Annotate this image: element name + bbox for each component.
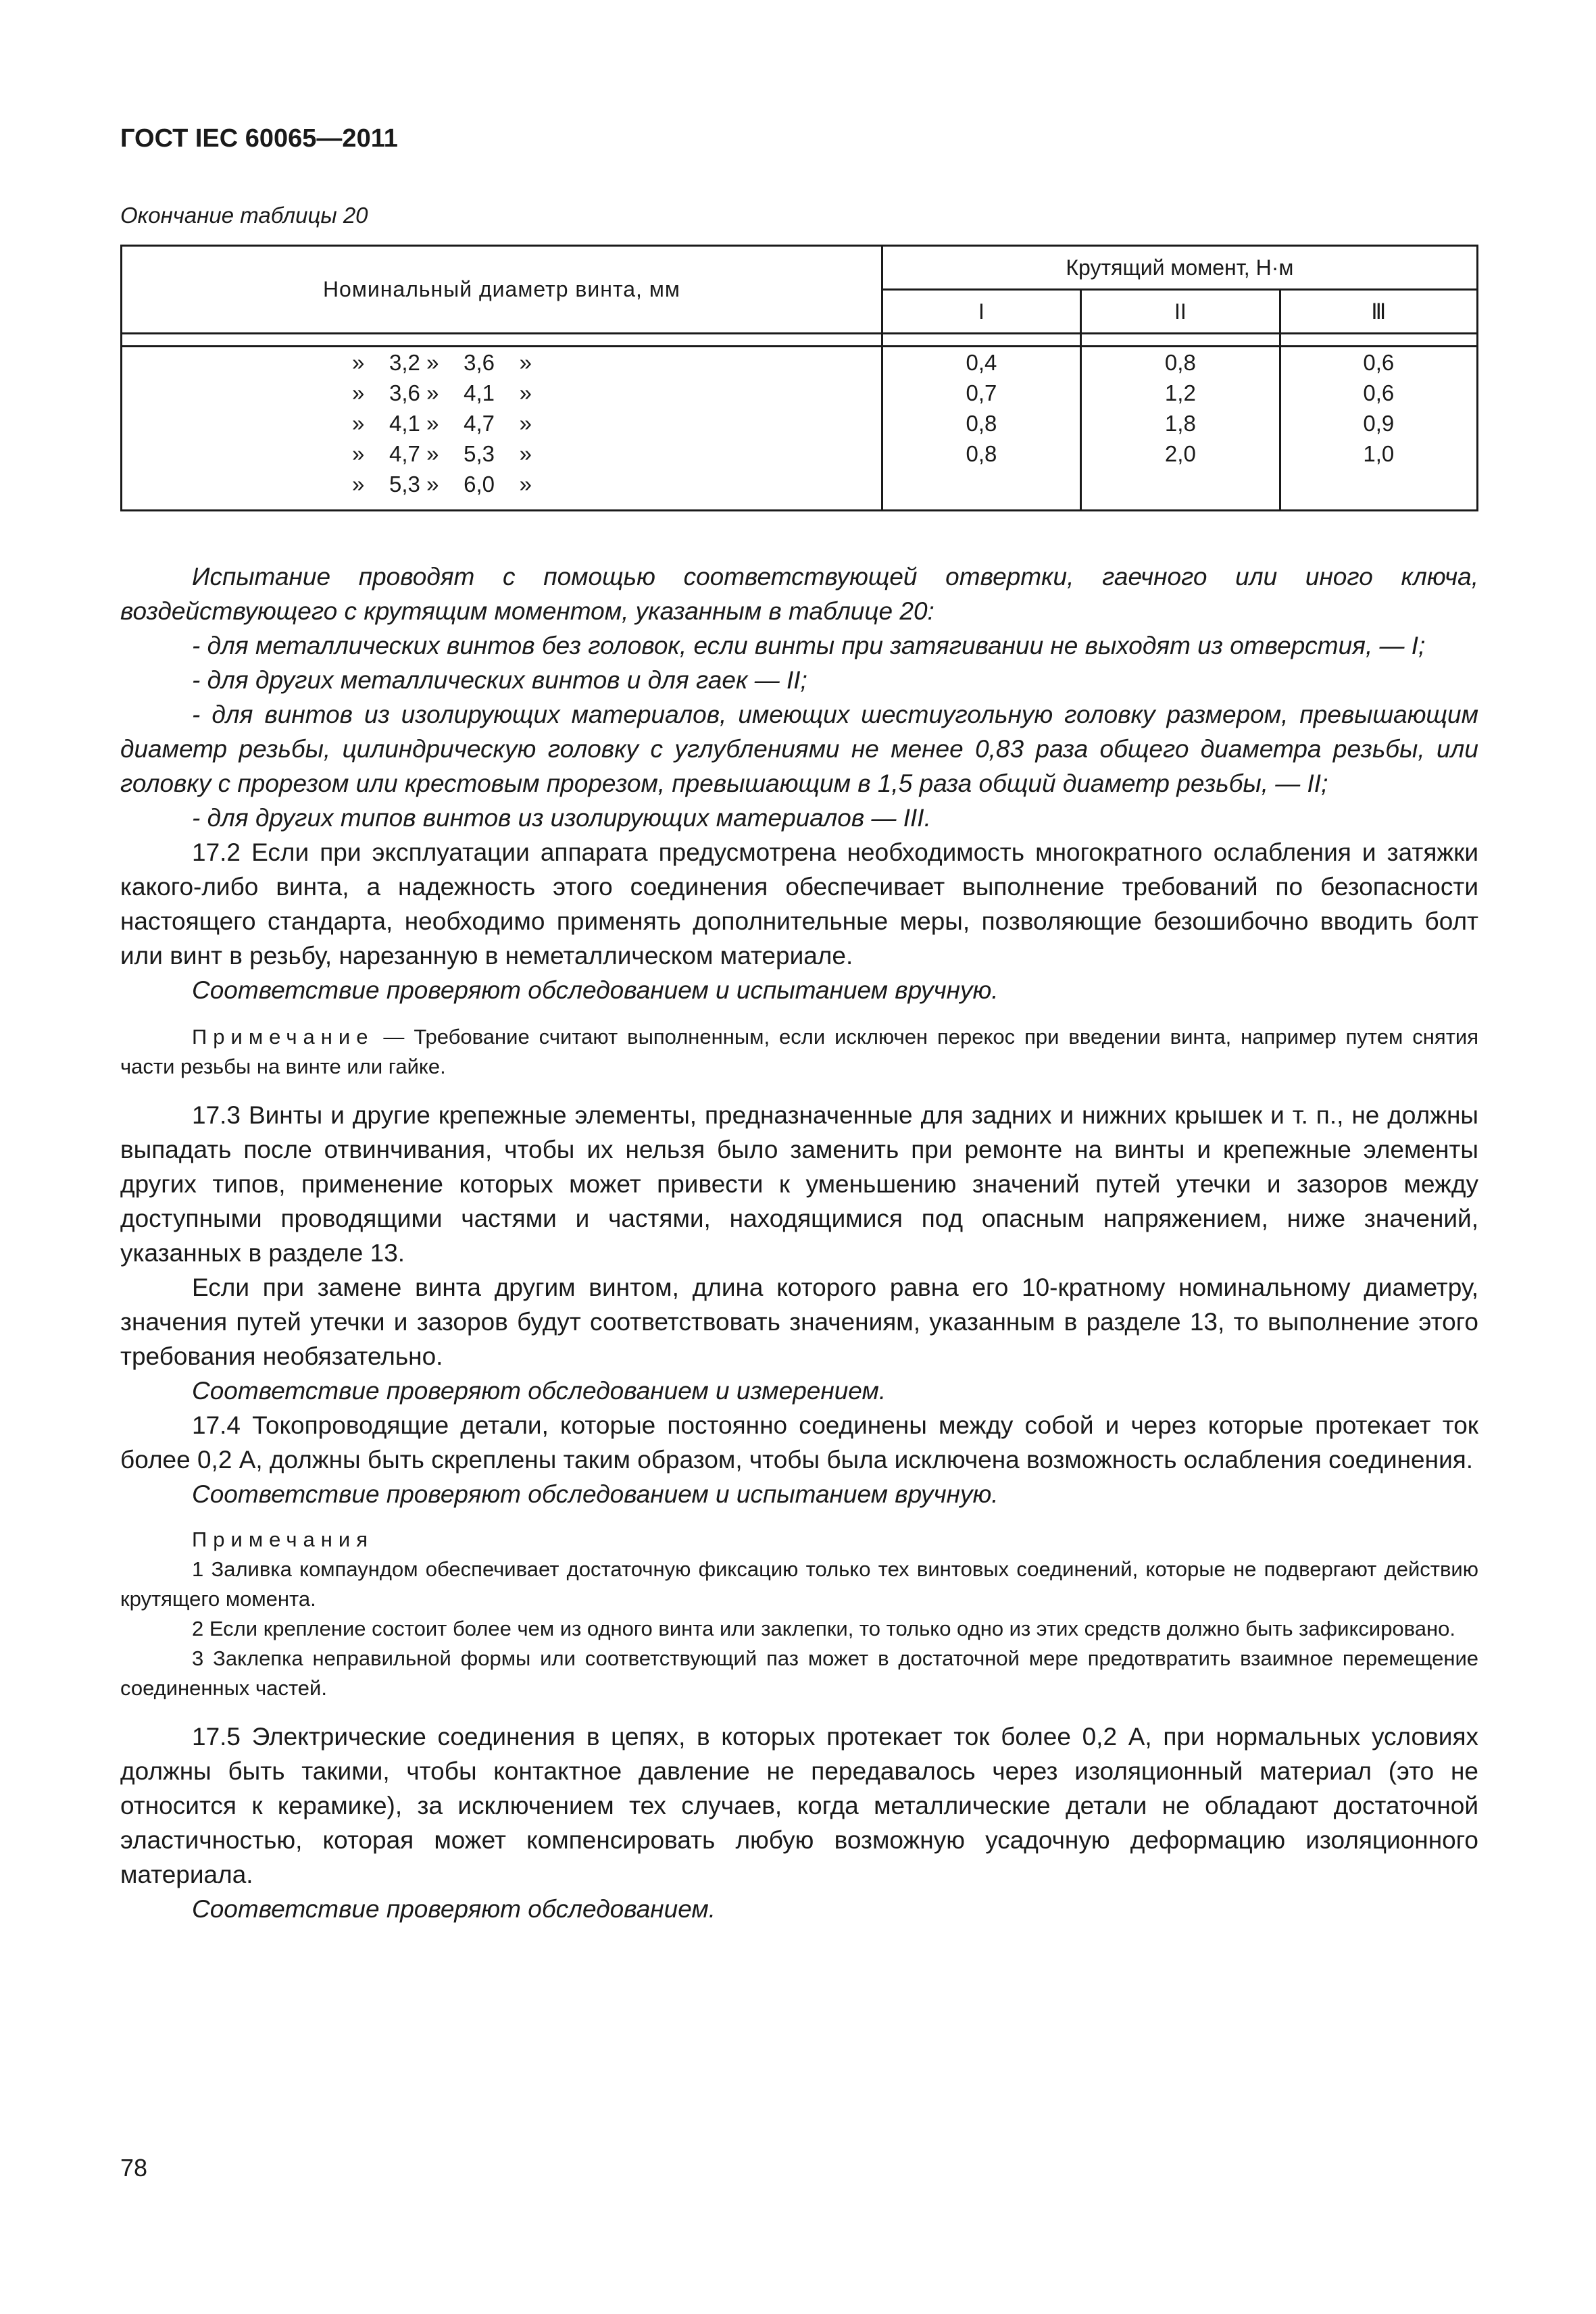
paragraph-17-4: 17.4 Токопроводящие детали, которые постоянно соединены между собой и через которые протекает ток более 0,2 А, должны быть скреплены таким образом, чтобы была исключена возможность ослабления соединения.	[120, 1411, 1478, 1474]
table-cell: 1,2	[1164, 380, 1196, 405]
body-text	[120, 559, 1478, 1926]
note-label: Примечание	[192, 1025, 374, 1049]
paragraph: Соответствие проверяют обследованием и испытанием вручную.	[192, 1480, 999, 1508]
table-row-diameter: » 4,1 » 4,7 »	[352, 411, 532, 436]
header-col-II: II	[1081, 290, 1280, 334]
table-row-diameter: » 4,7 » 5,3 »	[352, 441, 532, 466]
table-cell: 0,7	[966, 380, 997, 405]
header-col-I: I	[882, 290, 1080, 334]
table-row-diameter: » 3,6 » 4,1 »	[352, 380, 532, 405]
torque-III-column	[1280, 347, 1477, 511]
table-cell: 0,9	[1363, 411, 1395, 436]
notes-label: Примечания	[192, 1528, 374, 1551]
paragraph: Если при замене винта другим винтом, длина которого равна его 10-кратному номинальному диаметру, значения путей утечки и зазоров будут соответствовать значениям, указанным в разделе 13, то выполнение этого требования необязательно.	[120, 1274, 1478, 1370]
paragraph: - для других типов винтов из изолирующих материалов — III.	[192, 804, 931, 832]
table-cell: 0,8	[1164, 350, 1196, 375]
table-row-diameter: » 5,3 » 6,0 »	[352, 472, 532, 497]
note-text: — Требование считают выполненным, если исключен перекос при введении винта, например путем снятия части резьбы на винте или гайке.	[120, 1025, 1478, 1078]
paragraph-17-2: 17.2 Если при эксплуатации аппарата предусмотрена необходимость многократного ослабления и затяжки какого-либо винта, а надежность этого соединения обеспечивает выполнение требований по безопасности настоящего стандарта, необходимо применять дополнительные меры, позволяющие безошибочно вводить болт или винт в резьбу, нарезанную в неметаллическом материале.	[120, 838, 1478, 970]
note-block	[120, 1022, 1478, 1082]
table-cell: 0,6	[1363, 380, 1395, 405]
table-cell: 1,0	[1363, 441, 1395, 466]
table-cell: 1,8	[1164, 411, 1196, 436]
paragraph: Соответствие проверяют обследованием и испытанием вручную.	[192, 976, 999, 1004]
paragraph: - для других металлических винтов и для гаек — II;	[192, 666, 807, 694]
paragraph-17-5: 17.5 Электрические соединения в цепях, в которых протекает ток более 0,2 А, при нормальных условиях должны быть такими, чтобы контактное давление не передавалось через изоляционный материал (это не относится к керамике), за исключением тех случаев, когда металлические детали не обладают достаточной эластичностью, которая может компенсировать любую возможную усадочную деформацию изоляционного материала.	[120, 1723, 1478, 1888]
table-caption: Окончание таблицы 20	[120, 203, 368, 228]
diameter-column	[122, 347, 882, 511]
note-item: 3 Заклепка неправильной формы или соответствующий паз может в достаточной мере предотвратить взаимное перемещение соединенных частей.	[120, 1646, 1478, 1700]
torque-II-column	[1081, 347, 1280, 511]
table-row-diameter: » 3,2 » 3,6 »	[352, 350, 532, 375]
paragraph: Соответствие проверяют обследованием.	[192, 1895, 716, 1923]
page-number: 78	[120, 2154, 148, 2182]
note-item: 2 Если крепление состоит более чем из одного винта или заклепки, то только одно из этих средств должно быть зафиксировано.	[192, 1617, 1456, 1640]
header-col-III: Ⅲ	[1280, 290, 1477, 334]
table-cell: 0,6	[1363, 350, 1395, 375]
table-cell: 0,8	[966, 441, 997, 466]
paragraph: - для металлических винтов без головок, если винты при затягивании не выходят из отверстия, — I;	[192, 632, 1426, 659]
torque-table	[120, 245, 1478, 511]
table-cell: 0,8	[966, 411, 997, 436]
standard-header: ГОСТ IEC 60065—2011	[120, 124, 398, 153]
table-cell: 0,4	[966, 350, 997, 375]
paragraph: - для винтов из изолирующих материалов, имеющих шестиугольную головку размером, превышающим диаметр резьбы, цилиндрическую головку с углублениями не менее 0,83 раза общего диаметра резьбы, или головку с прорезом или крестовым прорезом, превышающим в 1,5 раза общий диаметр резьбы, — II;	[120, 701, 1478, 797]
paragraph: Испытание проводят с помощью соответствующей отвертки, гаечного или иного ключа, воздействующего с крутящим моментом, указанным в таблице 20:	[120, 563, 1478, 625]
header-diameter: Номинальный диаметр винта, мм	[122, 246, 882, 334]
torque-I-column	[882, 347, 1080, 511]
paragraph: Соответствие проверяют обследованием и измерением.	[192, 1377, 887, 1405]
note-item: 1 Заливка компаундом обеспечивает достаточную фиксацию только тех винтовых соединений, которые не подвергают действию крутящего момента.	[120, 1557, 1478, 1611]
table-cell: 2,0	[1164, 441, 1196, 466]
paragraph-17-3: 17.3 Винты и другие крепежные элементы, предназначенные для задних и нижних крышек и т. п., не должны выпадать после отвинчивания, чтобы их нельзя было заменить при ремонте на винты и крепежные элементы других типов, применение которых может привести к уменьшению значений путей утечки и зазоров между доступными проводящими частями и частями, находящимися под опасным напряжением, ниже значений, указанных в разделе 13.	[120, 1101, 1478, 1267]
header-torque: Крутящий момент, Н·м	[882, 246, 1477, 290]
